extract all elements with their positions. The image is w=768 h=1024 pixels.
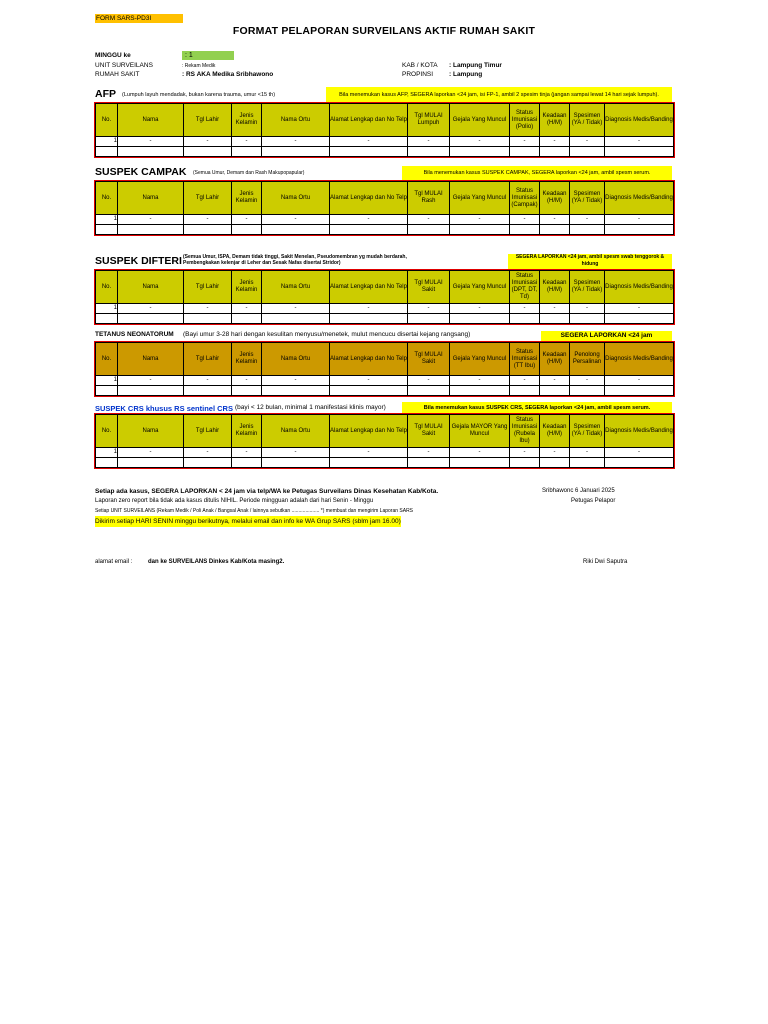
table-cell[interactable] (118, 225, 184, 235)
table-cell[interactable] (450, 314, 510, 324)
table-cell[interactable] (570, 147, 605, 157)
table-cell[interactable] (450, 147, 510, 157)
footer-line-1: Setiap ada kasus, SEGERA LAPORKAN < 24 jam via telp/WA ke Petugas Surveilans Dinas Kesehatan Kab/Kota. (95, 488, 439, 495)
table-cell[interactable] (570, 225, 605, 235)
table-cell[interactable] (408, 314, 450, 324)
tetanus-col-header: Nama Ortu (262, 343, 330, 376)
tetanus-title: TETANUS NEONATORUM (95, 331, 174, 338)
table-cell[interactable] (184, 225, 232, 235)
table-cell[interactable]: - (408, 137, 450, 147)
campak-col-header: Keadaan (H/M) (540, 182, 570, 215)
table-row-empty (96, 386, 674, 396)
table-cell[interactable]: - (232, 215, 262, 225)
minggu-label: MINGGU ke (95, 52, 131, 59)
table-cell[interactable] (450, 458, 510, 468)
table-cell[interactable]: - (232, 137, 262, 147)
table-cell[interactable] (262, 225, 330, 235)
campak-col-header: Alamat Lengkap dan No Telp (330, 182, 408, 215)
campak-col-header: Tgl Lahir (184, 182, 232, 215)
table-row (96, 448, 674, 458)
table-cell[interactable]: 1 (96, 215, 118, 225)
table-cell[interactable] (408, 147, 450, 157)
table-cell[interactable] (570, 458, 605, 468)
table-cell[interactable]: 1 (96, 304, 118, 314)
form-code-tag: FORM SARS-PD3I (95, 14, 183, 23)
table-cell[interactable] (450, 225, 510, 235)
table-cell[interactable]: - (184, 376, 232, 386)
signer-name: Riki Dwi Saputra (583, 559, 628, 565)
tetanus-col-header: Tgl Lahir (184, 343, 232, 376)
table-cell[interactable] (232, 458, 262, 468)
table-cell[interactable]: - (408, 304, 450, 314)
table-cell[interactable]: - (605, 448, 674, 458)
campak-table (95, 181, 674, 235)
table-cell[interactable] (262, 147, 330, 157)
difteri-col-header: Jenis Kelamin (232, 271, 262, 304)
table-cell[interactable]: - (330, 304, 408, 314)
crs-note: Bila menemukan kasus SUSPEK CRS, SEGERA laporkan <24 jam, ambil spesm serum. (402, 402, 672, 414)
difteri-col-header: Tgl Lahir (184, 271, 232, 304)
table-cell[interactable] (408, 386, 450, 396)
table-cell[interactable] (118, 386, 184, 396)
table-cell[interactable] (510, 225, 540, 235)
campak-col-header: Spesimen (YA / Tidak) (570, 182, 605, 215)
afp-col-header: Alamat Lengkap dan No Telp (330, 104, 408, 137)
table-cell[interactable] (540, 386, 570, 396)
table-cell[interactable]: 1 (96, 448, 118, 458)
table-cell[interactable]: - (510, 215, 540, 225)
table-cell[interactable]: - (605, 376, 674, 386)
table-cell[interactable] (184, 147, 232, 157)
table-cell[interactable] (330, 314, 408, 324)
table-cell[interactable] (118, 147, 184, 157)
table-cell[interactable] (510, 386, 540, 396)
table-cell[interactable]: - (510, 448, 540, 458)
tetanus-col-header: Jenis Kelamin (232, 343, 262, 376)
tetanus-col-header: Nama (118, 343, 184, 376)
tetanus-col-header: Gejala Yang Muncul (450, 343, 510, 376)
afp-col-header: No. (96, 104, 118, 137)
page-title: FORMAT PELAPORAN SURVEILANS AKTIF RUMAH SAKIT (232, 25, 536, 37)
campak-col-header: Jenis Kelamin (232, 182, 262, 215)
table-row (96, 215, 674, 225)
table-cell[interactable]: - (330, 215, 408, 225)
table-cell[interactable] (605, 458, 674, 468)
table-cell[interactable] (96, 314, 118, 324)
table-cell[interactable]: - (262, 448, 330, 458)
table-cell[interactable] (330, 386, 408, 396)
table-cell[interactable] (570, 314, 605, 324)
table-cell[interactable]: - (262, 215, 330, 225)
prov-value: : Lampung (449, 71, 483, 78)
table-cell[interactable]: - (118, 376, 184, 386)
table-cell[interactable]: - (184, 304, 232, 314)
table-cell[interactable]: - (450, 304, 510, 314)
campak-note: Bila menemukan kasus SUSPEK CAMPAK, SEGERA laporkan <24 jam, ambil spesm serum. (402, 166, 672, 180)
table-cell[interactable] (232, 386, 262, 396)
difteri-col-header: No. (96, 271, 118, 304)
kab-value: : Lampung Timur (449, 62, 502, 69)
table-cell[interactable] (118, 458, 184, 468)
campak-col-header: Status Imunisasi (Campak) (510, 182, 540, 215)
table-cell[interactable]: - (262, 137, 330, 147)
table-cell[interactable] (118, 314, 184, 324)
crs-col-header: Diagnosis Medis/Banding (605, 415, 674, 448)
table-cell[interactable]: - (330, 137, 408, 147)
campak-col-header: Nama Ortu (262, 182, 330, 215)
difteri-table (95, 270, 674, 324)
table-cell[interactable]: - (605, 215, 674, 225)
table-cell[interactable]: - (408, 215, 450, 225)
crs-col-header: Nama Ortu (262, 415, 330, 448)
table-cell[interactable]: - (408, 448, 450, 458)
rs-label: RUMAH SAKIT (95, 71, 140, 78)
crs-col-header: Tgl MULAI Sakit (408, 415, 450, 448)
campak-subtitle: (Semua Umur, Demam dan Rash Makupopapular) (193, 170, 305, 176)
tetanus-col-header: Diagnosis Medis/Banding (605, 343, 674, 376)
table-cell[interactable]: - (262, 376, 330, 386)
campak-col-header: No. (96, 182, 118, 215)
afp-title: AFP (95, 88, 116, 100)
afp-note: Bila menemukan kasus AFP, SEGERA laporkan <24 jam, isi FP-1, ambil 2 spesim tinja (jangan sampai lewat 14 hari sejak lumpuh). (326, 87, 672, 103)
table-cell[interactable] (408, 225, 450, 235)
kab-label: KAB / KOTA (402, 62, 438, 69)
afp-col-header: Nama Ortu (262, 104, 330, 137)
campak-col-header: Diagnosis Medis/Banding (605, 182, 674, 215)
table-cell[interactable]: 1 (96, 376, 118, 386)
table-row-empty (96, 314, 674, 324)
table-cell[interactable]: - (184, 137, 232, 147)
table-row (96, 376, 674, 386)
table-cell[interactable]: - (540, 137, 570, 147)
table-cell[interactable] (262, 386, 330, 396)
table-cell[interactable]: - (540, 448, 570, 458)
table-cell[interactable]: - (184, 215, 232, 225)
crs-col-header: Tgl Lahir (184, 415, 232, 448)
signer-role: Petugas Pelapor (571, 498, 616, 504)
table-cell[interactable]: - (262, 304, 330, 314)
table-cell[interactable]: - (232, 448, 262, 458)
table-cell[interactable] (605, 147, 674, 157)
difteri-col-header: Keadaan (H/M) (540, 271, 570, 304)
table-cell[interactable]: - (118, 215, 184, 225)
table-cell[interactable]: - (118, 304, 184, 314)
table-cell[interactable]: - (118, 448, 184, 458)
table-cell[interactable]: - (570, 376, 605, 386)
table-cell[interactable] (232, 314, 262, 324)
table-cell[interactable] (510, 458, 540, 468)
difteri-title: SUSPEK DIFTERI (95, 255, 182, 267)
afp-col-header: Keadaan (H/M) (540, 104, 570, 137)
table-cell[interactable]: - (450, 376, 510, 386)
difteri-subtitle: (Semua Umur, ISPA, Demam tidak tinggi, Sakit Menelan, Pseudomembran yg mudah berdarah, Pembengkakan kelenjar di Leher dan Sesak Nafas disertai Stridor) (183, 254, 407, 266)
table-row-empty (96, 225, 674, 235)
table-row (96, 304, 674, 314)
unit-label: UNIT SURVEILANS (95, 62, 153, 69)
table-cell[interactable] (232, 147, 262, 157)
table-cell[interactable] (96, 225, 118, 235)
table-cell[interactable] (540, 458, 570, 468)
campak-col-header: Tgl MULAI Rash (408, 182, 450, 215)
prov-label: PROPINSI (402, 71, 434, 78)
table-cell[interactable] (510, 147, 540, 157)
afp-col-header: Tgl MULAI Lumpuh (408, 104, 450, 137)
crs-col-header: Status Imunisasi (Rubela Ibu) (510, 415, 540, 448)
table-cell[interactable] (540, 225, 570, 235)
table-cell[interactable]: - (540, 304, 570, 314)
table-cell[interactable] (262, 314, 330, 324)
table-cell[interactable] (408, 458, 450, 468)
crs-title: SUSPEK CRS khusus RS sentinel CRS (95, 404, 233, 413)
crs-table (95, 414, 674, 468)
table-row-empty (96, 458, 674, 468)
difteri-col-header: Diagnosis Medis/Banding (605, 271, 674, 304)
table-cell[interactable]: - (540, 215, 570, 225)
table-cell[interactable]: - (450, 137, 510, 147)
crs-col-header: Spesimen (YA / Tidak) (570, 415, 605, 448)
table-cell[interactable]: - (605, 304, 674, 314)
table-cell[interactable]: - (118, 137, 184, 147)
table-cell[interactable]: - (510, 376, 540, 386)
rs-value: : RS AKA Medika Sribhawono (182, 71, 274, 78)
tetanus-col-header: Tgl MULAI Sakit (408, 343, 450, 376)
difteri-note: SEGERA LAPORKAN <24 jam, ambil spesm swab tenggorok & hidung (508, 254, 672, 269)
table-cell[interactable]: - (540, 376, 570, 386)
email-label: alamat email : (95, 559, 133, 565)
tetanus-col-header: Penolong Persalinan (570, 343, 605, 376)
crs-col-header: Jenis Kelamin (232, 415, 262, 448)
campak-col-header: Gejala Yang Muncul (450, 182, 510, 215)
table-cell[interactable] (510, 314, 540, 324)
table-cell[interactable] (184, 386, 232, 396)
difteri-col-header: Tgl MULAI Sakit (408, 271, 450, 304)
tetanus-col-header: Alamat Lengkap dan No Telp (330, 343, 408, 376)
table-cell[interactable]: - (510, 304, 540, 314)
crs-col-header: Keadaan (H/M) (540, 415, 570, 448)
afp-col-header: Jenis Kelamin (232, 104, 262, 137)
tetanus-col-header: No. (96, 343, 118, 376)
table-cell[interactable] (605, 225, 674, 235)
email-destination: dan ke SURVEILANS Dinkes Kab/Kota masing2. (148, 559, 285, 565)
table-cell[interactable] (605, 386, 674, 396)
tetanus-note: SEGERA LAPORKAN <24 jam (541, 331, 672, 341)
table-cell[interactable]: - (184, 448, 232, 458)
table-cell[interactable]: - (330, 448, 408, 458)
table-cell[interactable] (96, 458, 118, 468)
table-cell[interactable] (330, 458, 408, 468)
difteri-col-header: Alamat Lengkap dan No Telp (330, 271, 408, 304)
table-cell[interactable]: - (232, 376, 262, 386)
table-cell[interactable] (330, 225, 408, 235)
difteri-col-header: Gejala Yang Muncul (450, 271, 510, 304)
crs-col-header: Alamat Lengkap dan No Telp (330, 415, 408, 448)
afp-table (95, 103, 674, 157)
table-cell[interactable] (96, 386, 118, 396)
table-cell[interactable]: - (450, 215, 510, 225)
campak-title: SUSPEK CAMPAK (95, 166, 187, 178)
tetanus-col-header: Status Imunisasi (TT Ibu) (510, 343, 540, 376)
footer-line-3: Setiap UNIT SURVEILANS (Rekam Medik / Poli Anak / Bangsal Anak / lainnya sebutkan .................... *) membuat dan mengirim Laporan SARS (95, 508, 414, 514)
afp-col-header: Spesimen (YA / Tidak) (570, 104, 605, 137)
table-cell[interactable]: - (570, 137, 605, 147)
table-cell[interactable]: - (570, 448, 605, 458)
afp-subtitle: (Lumpuh layuh mendadak, bukan karena trauma, umur <15 th) (122, 92, 276, 98)
table-cell[interactable] (540, 147, 570, 157)
afp-col-header: Diagnosis Medis/Banding (605, 104, 674, 137)
table-cell[interactable] (570, 386, 605, 396)
table-cell[interactable]: 1 (96, 137, 118, 147)
table-cell[interactable]: - (450, 448, 510, 458)
table-cell[interactable]: - (408, 376, 450, 386)
table-cell[interactable]: - (510, 137, 540, 147)
table-cell[interactable] (262, 458, 330, 468)
afp-col-header: Status Imunisasi (Polio) (510, 104, 540, 137)
crs-col-header: Gejala MAYOR Yang Muncul (450, 415, 510, 448)
table-cell[interactable] (605, 314, 674, 324)
crs-subtitle: (bayi < 12 bulan, minimal 1 manifestasi klinis mayor) (235, 404, 386, 411)
table-cell[interactable] (540, 314, 570, 324)
table-cell[interactable]: - (570, 215, 605, 225)
table-cell[interactable]: - (605, 137, 674, 147)
table-cell[interactable] (184, 458, 232, 468)
tetanus-subtitle: (Bayi umur 3-28 hari dengan kesulitan menyusu/menetek, mulut mencucu disertai kejang rangsang) (183, 331, 471, 338)
crs-col-header: Nama (118, 415, 184, 448)
minggu-value[interactable]: : 1 (182, 51, 234, 60)
tetanus-col-header: Keadaan (H/M) (540, 343, 570, 376)
place-date: Sribhawonc 6 Januari 2025 (542, 488, 615, 494)
table-cell[interactable]: - (570, 304, 605, 314)
afp-col-header: Gejala Yang Muncul (450, 104, 510, 137)
table-cell[interactable]: - (330, 376, 408, 386)
difteri-col-header: Nama (118, 271, 184, 304)
table-cell[interactable] (330, 147, 408, 157)
table-row (96, 137, 674, 147)
table-cell[interactable] (96, 147, 118, 157)
footer-line-4: Dikirim setiap HARI SENIN minggu berikutnya, melalui email dan info ke WA Grup SARS (sblm jam 16.00) (95, 518, 401, 525)
table-cell[interactable] (450, 386, 510, 396)
difteri-col-header: Nama Ortu (262, 271, 330, 304)
crs-col-header: No. (96, 415, 118, 448)
difteri-col-header: Status Imunisasi (DPT, DT, Td) (510, 271, 540, 304)
footer-line-2: Laporan zero report bila tidak ada kasus ditulis NIHIL. Periode mingguan adalah dari hari Senin - Minggu (95, 498, 374, 504)
table-cell[interactable] (184, 314, 232, 324)
difteri-col-header: Spesimen (YA / Tidak) (570, 271, 605, 304)
tetanus-table (95, 342, 674, 396)
afp-col-header: Tgl Lahir (184, 104, 232, 137)
unit-value: : Rekam Medik (182, 63, 216, 69)
afp-col-header: Nama (118, 104, 184, 137)
table-cell[interactable]: - (232, 304, 262, 314)
table-cell[interactable] (232, 225, 262, 235)
table-row-empty (96, 147, 674, 157)
campak-col-header: Nama (118, 182, 184, 215)
